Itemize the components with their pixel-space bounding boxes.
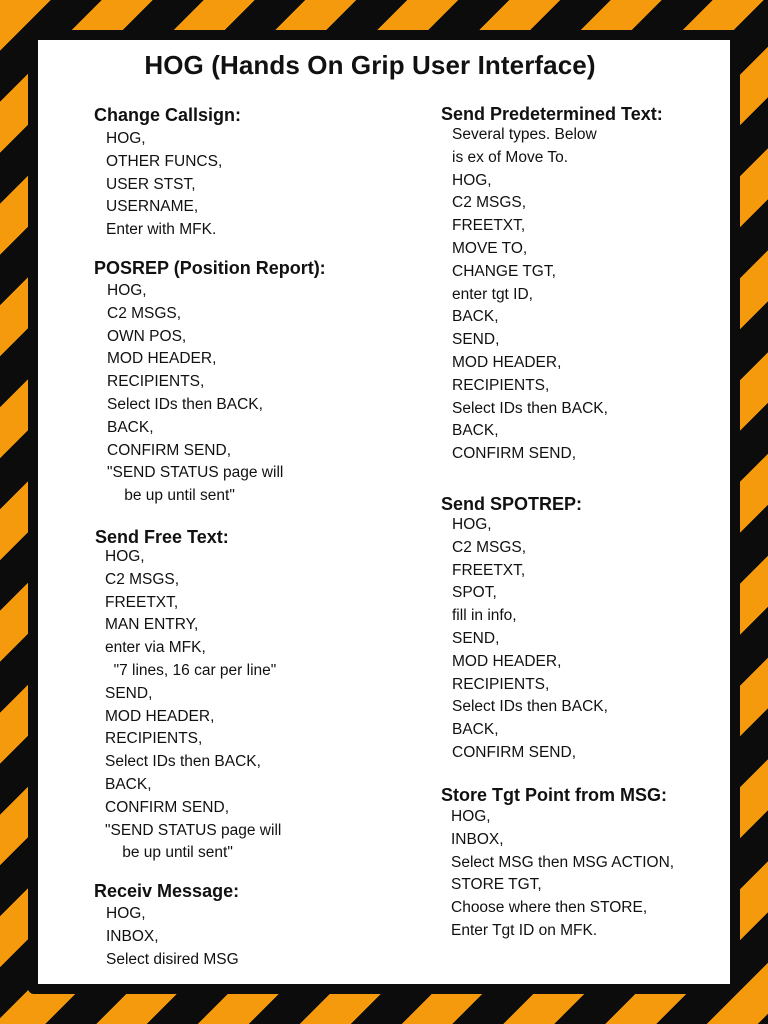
step-line: C2 MSGS, <box>105 570 180 588</box>
step-line: CONFIRM SEND, <box>452 445 576 463</box>
step-line: SPOT, <box>452 584 497 602</box>
step-line: "7 lines, 16 car per line" <box>105 661 277 679</box>
page-title: HOG (Hands On Grip User Interface) <box>144 50 596 80</box>
step-line: CONFIRM SEND, <box>452 743 576 761</box>
step-line: "SEND STATUS page will <box>107 464 284 482</box>
step-line: RECIPIENTS, <box>452 675 550 693</box>
step-line: MOD HEADER, <box>107 350 217 368</box>
step-line: Select MSG then MSG ACTION, <box>451 853 675 871</box>
section-send-free-text <box>95 526 281 865</box>
section-send-spotrep <box>441 493 608 765</box>
step-line: enter via MFK, <box>105 639 206 657</box>
step-line: INBOX, <box>106 927 159 945</box>
step-list <box>451 806 674 943</box>
step-line: "SEND STATUS page will <box>105 821 282 839</box>
step-line: Select IDs then BACK, <box>105 753 261 771</box>
step-line: CONFIRM SEND, <box>107 441 231 459</box>
step-line: STORE TGT, <box>451 876 542 894</box>
step-list <box>107 280 326 508</box>
step-line: BACK, <box>452 422 499 440</box>
step-line: BACK, <box>452 721 499 739</box>
step-line: HOG, <box>451 808 491 825</box>
step-line: MOD HEADER, <box>452 353 562 371</box>
step-line: HOG, <box>105 548 145 565</box>
step-line: Enter with MFK. <box>106 221 217 239</box>
step-line: BACK, <box>105 775 152 793</box>
step-line: MOD HEADER, <box>105 707 215 725</box>
step-line: MOD HEADER, <box>452 652 562 670</box>
section-change-callsign <box>94 104 241 242</box>
step-line: Choose where then STORE, <box>451 899 648 917</box>
step-line: SEND, <box>452 629 500 647</box>
section-receive-message <box>94 880 239 971</box>
step-line: HOG, <box>452 171 492 189</box>
step-line: USERNAME, <box>106 198 199 216</box>
step-line: Select disired MSG <box>106 950 239 968</box>
section-store-tgt-point <box>441 784 674 943</box>
step-line: be up until sent" <box>107 487 235 505</box>
step-line: FREETXT, <box>452 217 526 235</box>
section-heading: Store Tgt Point from MSG: <box>441 785 667 805</box>
step-line: HOG, <box>452 516 492 533</box>
step-line: Select IDs then BACK, <box>452 698 608 716</box>
step-line: C2 MSGS, <box>107 304 182 322</box>
section-send-predetermined-text <box>441 103 663 466</box>
section-posrep <box>94 257 326 508</box>
step-line: RECIPIENTS, <box>105 730 203 748</box>
step-line: MOVE TO, <box>452 239 528 257</box>
step-line: OTHER FUNCS, <box>106 152 223 170</box>
step-line: USER STST, <box>106 175 196 193</box>
step-line: INBOX, <box>451 830 504 848</box>
step-line: HOG, <box>106 905 146 922</box>
step-line: SEND, <box>105 684 153 702</box>
step-line: is ex of Move To. <box>452 148 569 166</box>
step-line: OWN POS, <box>107 327 187 345</box>
step-list <box>452 514 608 765</box>
step-line: BACK, <box>452 308 499 326</box>
step-line: FREETXT, <box>105 593 179 611</box>
step-list <box>105 546 281 865</box>
step-line: Several types. Below <box>452 126 597 143</box>
section-heading: Change Callsign: <box>94 105 242 125</box>
section-heading: Send Free Text: <box>95 527 229 547</box>
step-line: Select IDs then BACK, <box>107 395 263 413</box>
step-list <box>106 903 239 971</box>
step-line: fill in info, <box>452 607 517 625</box>
section-heading: Receiv Message: <box>94 881 240 901</box>
step-line: BACK, <box>107 418 154 436</box>
step-line: RECIPIENTS, <box>452 376 550 394</box>
step-line: CHANGE TGT, <box>452 262 556 280</box>
section-heading: POSREP (Position Report): <box>94 258 326 278</box>
step-line: RECIPIENTS, <box>107 373 205 391</box>
step-line: Enter Tgt ID on MFK. <box>451 921 598 939</box>
section-heading: Send SPOTREP: <box>441 494 583 514</box>
step-line: Select IDs then BACK, <box>452 399 608 417</box>
step-line: enter tgt ID, <box>452 285 533 303</box>
step-line: CONFIRM SEND, <box>105 798 229 816</box>
step-list <box>106 128 241 242</box>
step-line: C2 MSGS, <box>452 538 527 556</box>
step-line: HOG, <box>107 282 147 299</box>
step-line: MAN ENTRY, <box>105 616 199 634</box>
step-line: C2 MSGS, <box>452 194 527 212</box>
step-list <box>452 124 663 466</box>
step-line: be up until sent" <box>105 844 233 862</box>
step-line: SEND, <box>452 331 500 349</box>
step-line: HOG, <box>106 130 146 147</box>
section-heading: Send Predetermined Text: <box>441 104 663 124</box>
step-line: FREETXT, <box>452 561 526 579</box>
